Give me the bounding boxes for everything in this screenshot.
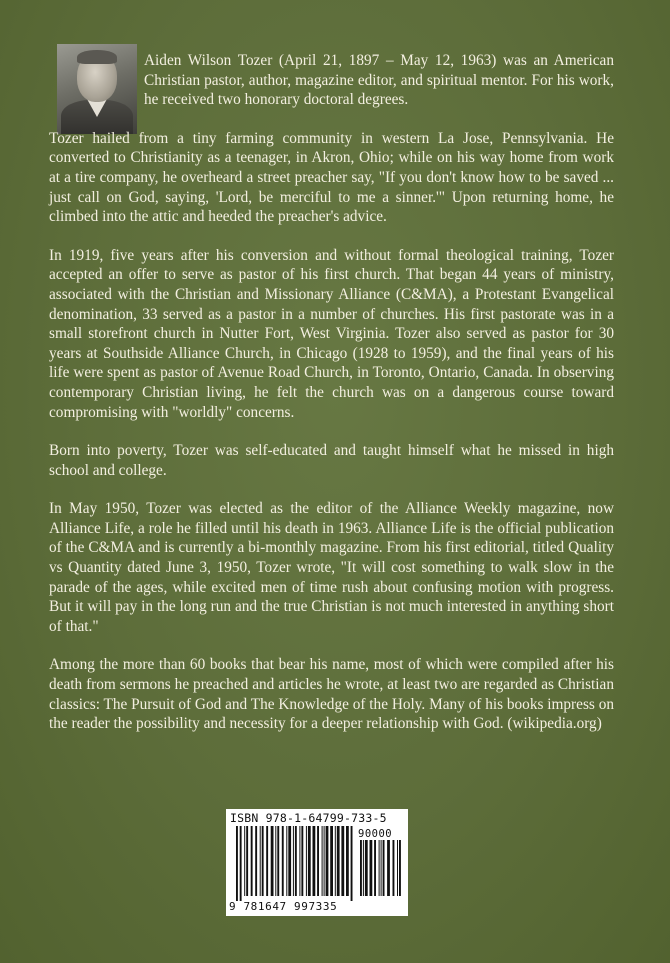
barcode-stripe [379,840,380,896]
barcode-stripe [346,826,349,896]
barcode-stripe [324,826,325,896]
barcode-stripe [337,826,340,896]
barcode-stripe [277,826,279,896]
paragraph-books: Among the more than 60 books that bear his name, most of which were compiled after his death from sermons he preached and articles he wrote, at least two are regarded as Christian classics: The Pursuit of God and The Knowledge of the Holy. Many of his books impress on the reader the possibility and necessity for a deeper relationship with God. (wikipedia.org) [49,656,614,733]
barcode-stripe [397,840,398,896]
barcode-stripe [299,826,300,896]
barcode-stripe [360,840,362,896]
barcode-stripe [374,840,376,896]
barcode-stripe [322,826,323,896]
barcode-stripe [236,826,238,901]
barcode-stripe [370,840,373,896]
barcode-stripe [295,826,297,896]
barcode-stripe [351,826,353,901]
barcode-stripe [341,826,344,896]
barcode-ean-number: 9 781647 997335 [229,900,338,913]
barcode-stripe [335,826,336,896]
barcode-stripe [262,826,264,896]
barcode-stripe [288,826,291,896]
barcode-stripe [275,826,276,896]
barcode-stripe [326,826,329,896]
barcode-stripe [282,826,284,896]
barcode-stripe [381,840,382,896]
barcode-stripe [301,826,303,896]
paragraph-editor: In May 1950, Tozer was elected as the editor of the Alliance Weekly magazine, now Alliance Life, a role he filled until his death in 1963. Alliance Life is the official publication of the C&MA and is currently a bi-monthly magazine. From his first editorial, titled Quality vs Quantity dated June 3, 1950, Tozer wrote, "It will cost something to walk slow in the parade of the ages, while excited men of time rush about confusing motion with progress. But it will pay in the long run and the true Christian is not much interested in anything short of that." [49,500,614,635]
barcode-stripe [240,826,242,901]
paragraph-ministry: In 1919, five years after his conversion and without formal theological training, Tozer accepted an offer to serve as pastor of his first church. That began 44 years of ministry, associated with the Christian and Missionary Alliance (C&MA), a Protestant Evangelical denomination, 33 served as a pastor in a number of churches. His first pastorate was in a small storefront church in Nutter Fort, West Virginia. Tozer also served as pastor for 30 years at Southside Alliance Church, in Chicago (1928 to 1959), and the final years of his life were spent as pastor of Avenue Road Church, in Toronto, Ontario, Canada. In observing contemporary Christian living, he felt the church was on a dangerous course toward compromising with "worldly" concerns. [49,246,614,421]
barcode-stripe [271,826,274,896]
barcode-stripe [260,826,261,896]
barcode-stripe [306,826,307,896]
barcode-stripe [393,840,395,896]
barcode-stripe [246,826,248,896]
barcode-stripe [330,826,333,896]
barcode-stripe [363,840,364,896]
back-cover-text [49,51,614,753]
barcode-stripe [313,826,316,896]
barcode-stripe [266,826,268,896]
barcode-stripe [399,840,401,896]
isbn-label: ISBN 978-1-64799-733-5 [230,811,387,825]
paragraph-intro: Aiden Wilson Tozer (April 21, 1897 – May 12, 1963) was an American Christian pastor, author, magazine editor, and spiritual mentor. For his work, he received two honorary doctoral degrees. [144,52,614,109]
barcode-stripe [317,826,319,896]
barcode-stripe [387,840,390,896]
paragraph-early-life: Tozer hailed from a tiny farming community in western La Jose, Pennsylvania. He converted to Christianity as a teenager, in Akron, Ohio; while on his way home from work at a tire company, he overheard a street preacher say, "If you don't know how to be saved ... just call on God, saying, 'Lord, be merciful to me a sinner.'" Upon returning home, he climbed into the attic and heeded the preacher's advice. [49,129,614,226]
barcode-stripe [383,840,385,896]
barcode-stripe [308,826,311,896]
barcode-stripe [251,826,253,896]
paragraph-education: Born into poverty, Tozer was self-educated and taught himself what he missed in high school and college. [49,442,614,479]
barcode-stripe [293,826,294,896]
barcode-addon-number: 90000 [358,828,393,840]
barcode-stripe [255,826,257,896]
barcode-stripe [286,826,287,896]
isbn-barcode [226,809,408,916]
barcode-stripe [244,826,245,896]
barcode-stripe [365,840,368,896]
